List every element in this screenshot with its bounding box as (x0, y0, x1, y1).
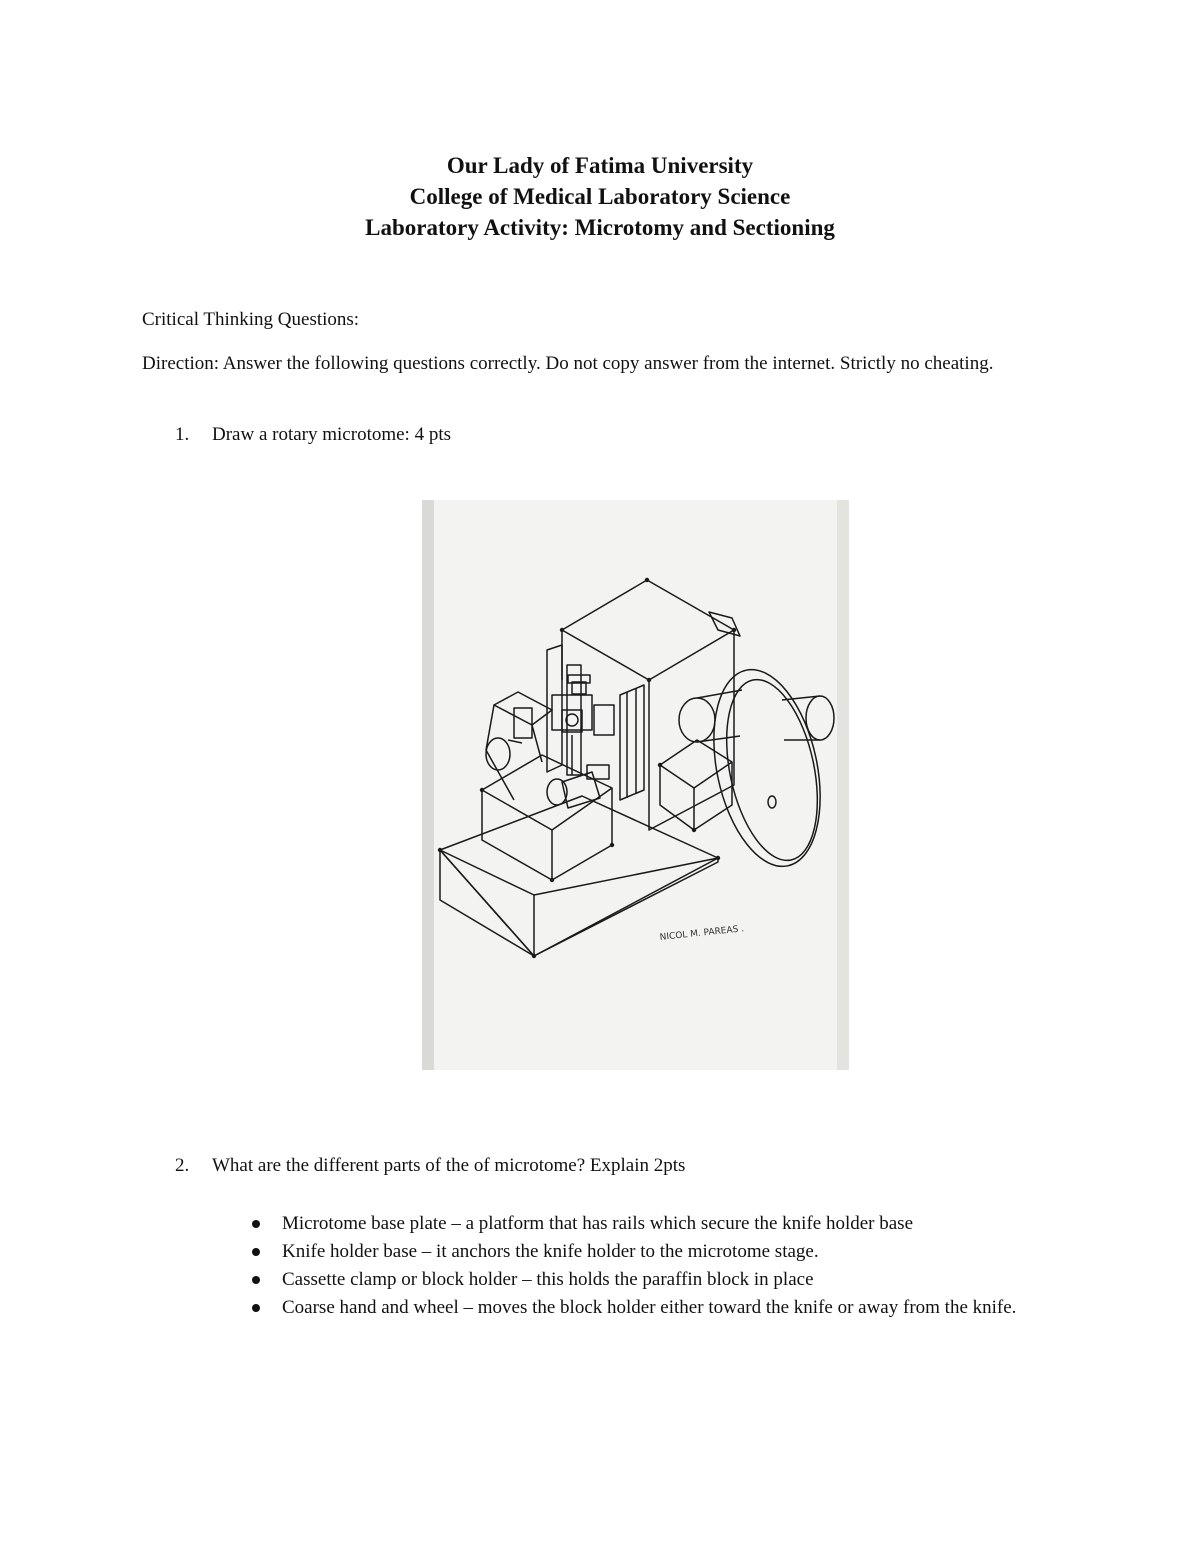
bullet-icon (252, 1220, 260, 1228)
list-item (252, 1238, 1052, 1266)
question-number: 2. (175, 1155, 190, 1176)
activity-title: Laboratory Activity: Microtomy and Sectioning (365, 215, 835, 240)
microtome-drawing-image (422, 500, 849, 1070)
list-item (252, 1266, 1052, 1294)
question-number: 1. (175, 424, 190, 445)
bullet-icon (252, 1276, 260, 1284)
list-item (252, 1210, 1052, 1238)
list-item-text: Cassette clamp or block holder – this holds the paraffin block in place (282, 1269, 814, 1290)
question-1 (175, 421, 451, 449)
question-text: What are the different parts of the of microtome? Explain 2pts (212, 1155, 686, 1176)
list-item (252, 1294, 1052, 1322)
college-name: College of Medical Laboratory Science (409, 184, 791, 209)
drawing-signature: NICOL M. PAREAS . (659, 924, 745, 943)
question-text: Draw a rotary microtome: 4 pts (212, 424, 452, 445)
bullet-icon (252, 1304, 260, 1312)
section-label: Critical Thinking Questions: (142, 309, 360, 330)
list-item-text: Microtome base plate – a platform that has rails which secure the knife holder base (282, 1213, 913, 1234)
document-header (0, 150, 1200, 243)
university-name: Our Lady of Fatima University (446, 153, 754, 178)
list-item-text: Knife holder base – it anchors the knife holder to the microtome stage. (282, 1241, 819, 1262)
list-item-text: Coarse hand and wheel – moves the block holder either toward the knife or away from the knife. (282, 1297, 1017, 1318)
question-2 (175, 1152, 685, 1180)
parts-list (252, 1210, 1052, 1322)
bullet-icon (252, 1248, 260, 1256)
direction-text: Direction: Answer the following questions correctly. Do not copy answer from the internet. Strictly no cheating. (142, 353, 994, 374)
microtome-drawing-icon (422, 500, 849, 1070)
